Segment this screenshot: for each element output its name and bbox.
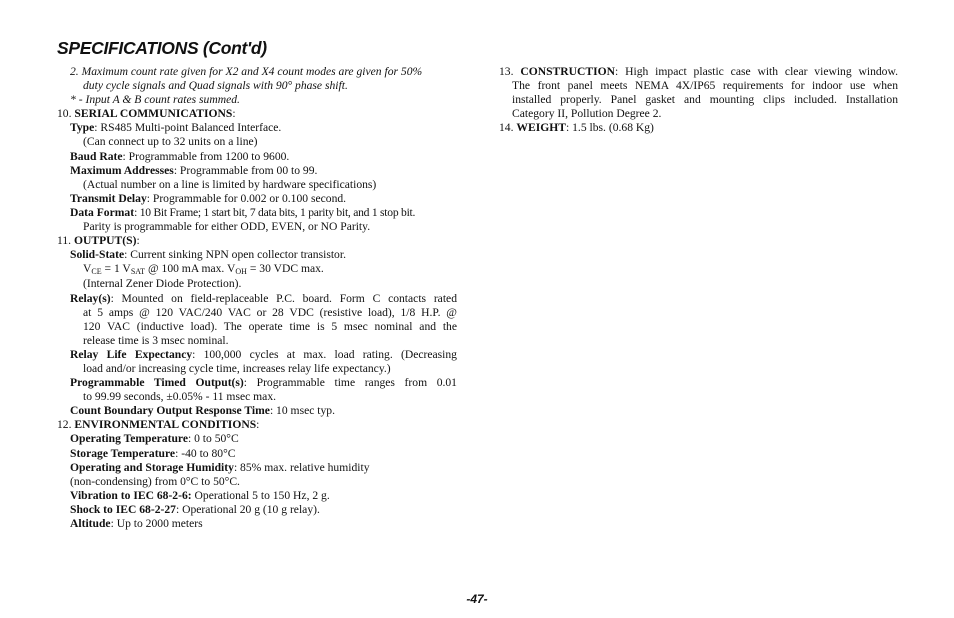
spec-relay-cont: release time is 3 msec nominal. <box>83 333 229 347</box>
section-heading-serial: 10. SERIAL COMMUNICATIONS: <box>57 107 236 121</box>
spec-note: (non-condensing) from 0°C to 50°C. <box>70 474 240 488</box>
spec-relay: Relay(s): Mounted on field-replaceable P.C. board. Form C contacts rated <box>70 291 457 305</box>
spec-vibration: Vibration to IEC 68-2-6: Operational 5 to 150 Hz, 2 g. <box>70 488 330 502</box>
spec-relay-life: Relay Life Expectancy: 100,000 cycles at max. load rating. (Decreasing <box>70 347 457 361</box>
spec-operating-temp: Operating Temperature: 0 to 50°C <box>70 432 239 446</box>
spec-type: Type: RS485 Multi-point Balanced Interface. <box>70 121 282 135</box>
right-column <box>499 65 898 135</box>
section-heading-construction: 13. CONSTRUCTION: High impact plastic case with clear viewing window. <box>499 65 899 78</box>
spec-storage-temp: Storage Temperature: -40 to 80°C <box>70 446 236 460</box>
spec-voltage: $V_{CE} = 1$ $V_{SAT}$ @ 100 mA max. $V_{OH} = 30$ VDC max. <box>83 262 324 277</box>
spec-note: Parity is programmable for either ODD, EVEN, or NO Parity. <box>83 220 371 234</box>
spec-max-addresses: Maximum Addresses: Programmable from 00 to 99. <box>70 163 318 177</box>
spec-boundary-response: Count Boundary Output Response Time: 10 msec typ. <box>70 404 335 418</box>
spec-note: (Actual number on a line is limited by hardware specifications) <box>83 177 377 191</box>
construction-text: The front panel meets NEMA 4X/IP65 requirements for indoor use when <box>512 79 898 93</box>
construction-text: Category II, Pollution Degree 2. <box>512 107 662 121</box>
spec-timed-output: Programmable Timed Output(s): Programmable time ranges from 0.01 <box>70 376 457 390</box>
note-line: duty cycle signals and Quad signals with 90° phase shift. <box>83 79 348 93</box>
note-line: 2. Maximum count rate given for X2 and X4 count modes are given for 50% <box>70 65 423 78</box>
spec-shock: Shock to IEC 68-2-27: Operational 20 g (10 g relay). <box>70 502 320 516</box>
section-heading-weight: 14. WEIGHT: 1.5 lbs. (0.68 Kg) <box>499 121 654 135</box>
page-title: SPECIFICATIONS (Cont'd) <box>57 38 267 58</box>
spec-solid-state: Solid-State: Current sinking NPN open collector transistor. <box>70 248 346 262</box>
construction-text: installed properly. Panel gasket and mounting clips included. Installation <box>512 93 898 107</box>
section-heading-output: 11. OUTPUT(S): <box>57 234 140 248</box>
spec-note: (Internal Zener Diode Protection). <box>83 277 242 291</box>
spec-timed-output-cont: to 99.99 seconds, ±0.05% - 11 msec max. <box>83 390 277 404</box>
spec-relay-cont: 120 VAC (inductive load). The operate time is 5 msec nominal and the <box>83 319 457 333</box>
section-heading-environment: 12. ENVIRONMENTAL CONDITIONS: <box>57 418 260 432</box>
left-column <box>57 65 457 531</box>
spec-transmit-delay: Transmit Delay: Programmable for 0.002 or 0.100 second. <box>70 191 347 205</box>
spec-relay-life-cont: load and/or increasing cycle time, increases relay life expectancy.) <box>83 361 391 375</box>
spec-altitude: Altitude: Up to 2000 meters <box>70 517 203 530</box>
spec-relay-cont: at 5 amps @ 120 VAC/240 VAC or 28 VDC (resistive load), 1/8 H.P. @ <box>83 305 457 319</box>
page-number: -47- <box>466 592 488 606</box>
footnote-line: * - Input A & B count rates summed. <box>70 93 240 107</box>
spec-humidity: Operating and Storage Humidity: 85% max. relative humidity <box>70 460 370 474</box>
spec-baud-rate: Baud Rate: Programmable from 1200 to 9600. <box>70 149 290 163</box>
spec-data-format: Data Format: 10 Bit Frame; 1 start bit, 7 data bits, 1 parity bit, and 1 stop bit. <box>70 205 416 219</box>
spec-note: (Can connect up to 32 units on a line) <box>83 135 258 149</box>
